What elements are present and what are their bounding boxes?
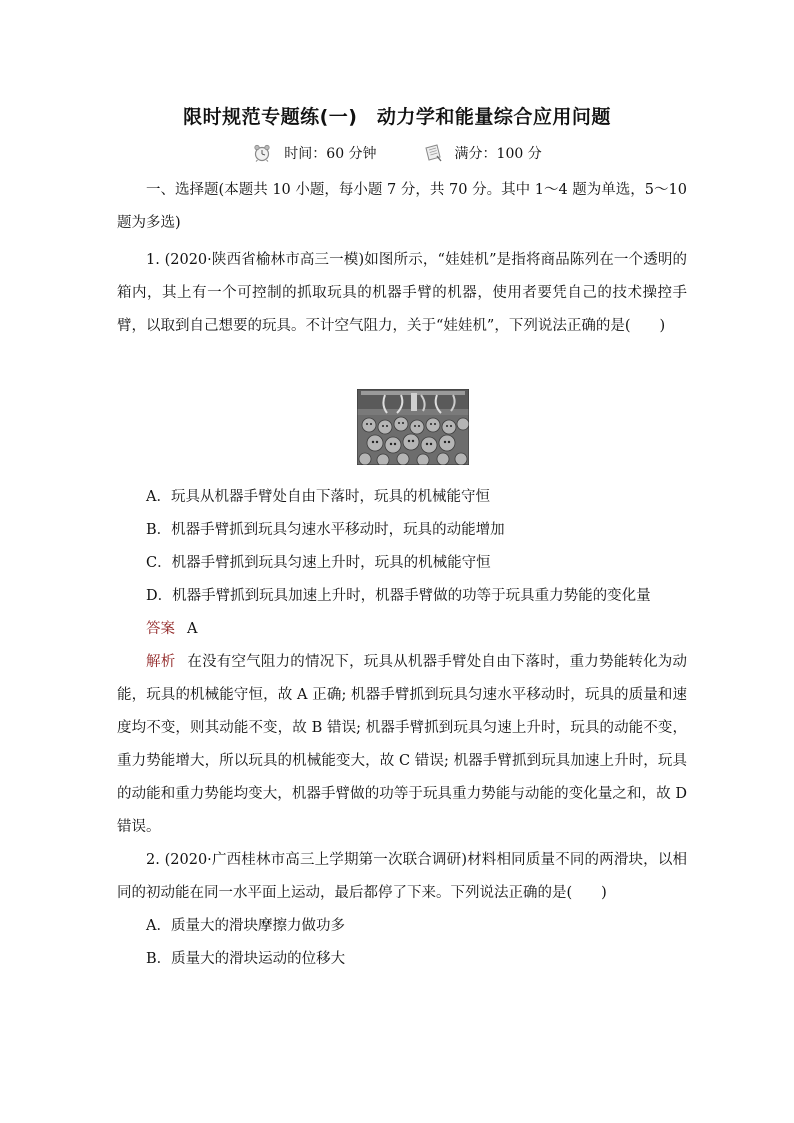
time-text: 时间：60 分钟 — [284, 146, 377, 162]
time-info — [252, 143, 376, 163]
score-text: 满分：100 分 — [454, 146, 542, 162]
q1-option-d: D．机器手臂抓到玩具加速上升时，机器手臂做的功等于玩具重力势能的变化量 — [146, 588, 651, 604]
exam-meta — [0, 143, 794, 163]
analysis-text: 在没有空气阻力的情况下，玩具从机器手臂处自由下落时，重力势能转化为动能，玩具的机械能守恒，故 A 正确; 机器手臂抓到玩具匀速水平移动时，玩具的质量和速度均不变，则其动能不变，故 B 错误; 机器手臂抓到玩具匀速上升时，玩具的动能不变，重力势能增大，所以玩具的机械能变大，故 C 错误; 机器手臂抓到玩具加速上升时，玩具的动能和重力势能均变大，机器手臂做的功等于玩具重力势能与动能的变化量之和，故 D 错误。 — [117, 654, 688, 835]
analysis-label: 解析 — [146, 654, 176, 670]
section-intro: 一、选择题(本题共 10 小题，每小题 7 分，共 70 分。其中 1～4 题为单选，5～10 题为多选) — [117, 182, 687, 231]
answer-label: 答案 — [146, 621, 175, 637]
page-title: 限时规范专题练(一) 动力学和能量综合应用问题 — [183, 106, 611, 128]
q1-body — [117, 481, 687, 976]
q1-option-c: C．机器手臂抓到玩具匀速上升时，玩具的机械能守恒 — [146, 555, 491, 571]
q2-option-a: A．质量大的滑块摩擦力做功多 — [146, 918, 345, 934]
q2-stem: 2. (2020·广西桂林市高三上学期第一次联合调研)材料相同质量不同的两滑块，以相同的初动能在同一水平面上运动，最后都停了下来。下列说法正确的是( ) — [117, 852, 687, 901]
paper-sheet-icon — [423, 144, 443, 162]
answer-value: A — [187, 621, 198, 637]
q1-stem: 1. (2020·陕西省榆林市高三一模)如图所示，“娃娃机”是指将商品陈列在一个透明的箱内，其上有一个可控制的抓取玩具的机器手臂的机器，使用者要凭自己的技术操控手臂，以取到自己想要的玩具。不计空气阻力，关于“娃娃机”，下列说法正确的是( ) — [117, 252, 687, 334]
claw-machine-image — [357, 389, 469, 465]
q2-option-b: B．质量大的滑块运动的位移大 — [146, 951, 346, 967]
q1-answer — [117, 613, 687, 646]
section-and-q1-stem — [117, 174, 687, 343]
alarm-clock-icon — [252, 144, 272, 162]
score-info — [423, 143, 542, 163]
q1-analysis — [117, 646, 687, 844]
q1-option-a: A．玩具从机器手臂处自由下落时，玩具的机械能守恒 — [146, 489, 490, 505]
q1-option-b: B．机器手臂抓到玩具匀速水平移动时，玩具的动能增加 — [146, 522, 505, 538]
